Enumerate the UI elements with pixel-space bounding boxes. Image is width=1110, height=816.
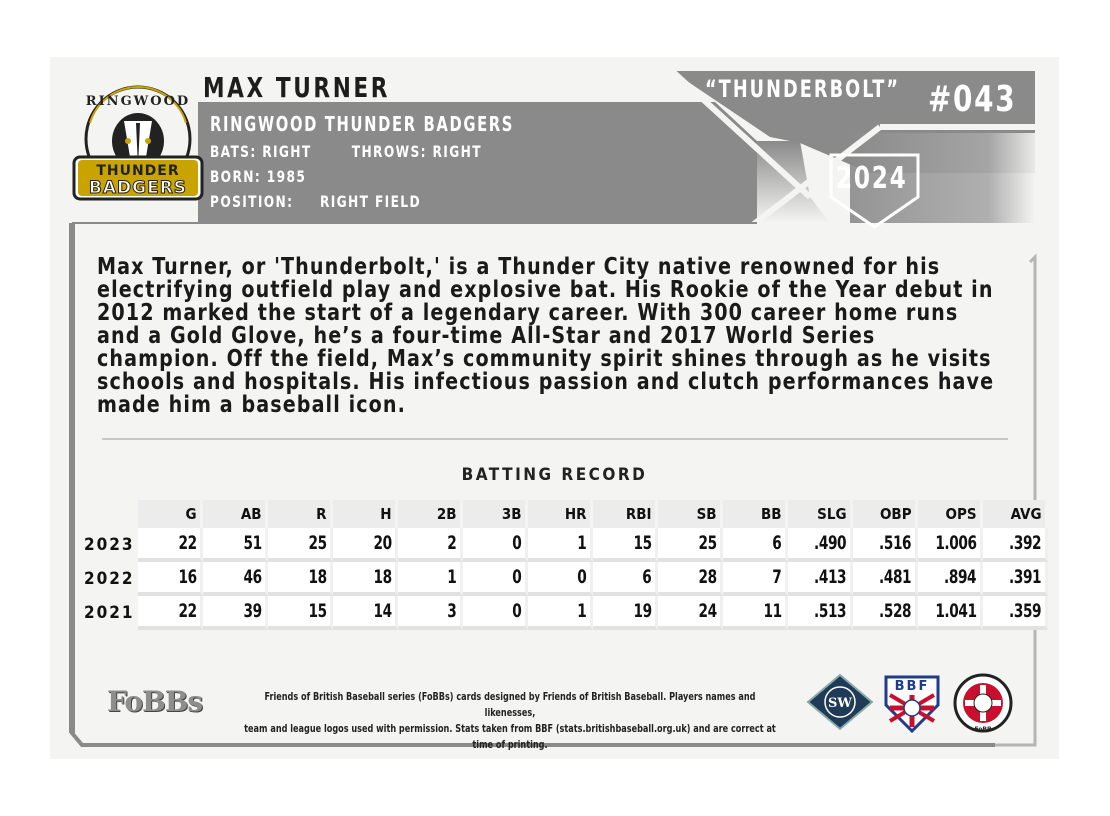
stat-cell: 1.041 (918, 596, 983, 630)
svg-text:BADGERS: BADGERS (88, 178, 188, 198)
footer-disclaimer (243, 689, 776, 753)
stat-cell: 20 (333, 528, 398, 562)
svg-text:FoBB: FoBB (974, 726, 992, 733)
col-h: H (333, 500, 398, 528)
fobbs-logo: FoBBs (107, 685, 203, 718)
player-card (50, 57, 1059, 759)
player-nickname: “THUNDERBOLT” (705, 75, 901, 103)
batting-record-table (74, 500, 1048, 630)
player-number: #043 (928, 79, 1017, 120)
stat-cell: 1.006 (918, 528, 983, 562)
stat-cell: 25 (268, 528, 333, 562)
stat-cell: 14 (333, 596, 398, 630)
stat-cell: 0 (463, 562, 528, 596)
stat-cell: 1 (528, 596, 593, 630)
table-row (74, 528, 1048, 562)
bbf-logo (882, 675, 942, 733)
stat-cell: .528 (853, 596, 918, 630)
throws-label: THROWS: (351, 142, 427, 161)
col-sb: SB (658, 500, 723, 528)
footer-line-1: Friends of British Baseball series (FoBBs) cards designed by Friends of British Baseball. Players names and likenesses, (264, 691, 756, 719)
stats-header-row (74, 500, 1048, 528)
svg-text:RINGWOOD: RINGWOOD (85, 94, 191, 109)
stat-cell: .490 (788, 528, 853, 562)
svg-text:SW: SW (828, 696, 852, 711)
stat-cell: 16 (138, 562, 203, 596)
section-divider (102, 438, 1008, 440)
stat-cell: 25 (658, 528, 723, 562)
bats-value: RIGHT (262, 142, 312, 161)
table-row (74, 596, 1048, 630)
stat-cell: 22 (138, 596, 203, 630)
position-row (210, 192, 421, 211)
stat-cell: .516 (853, 528, 918, 562)
svg-text:BBF: BBF (894, 679, 930, 694)
stat-cell: .481 (853, 562, 918, 596)
stat-cell: 24 (658, 596, 723, 630)
stat-cell: 6 (593, 562, 658, 596)
stat-cell: 0 (463, 528, 528, 562)
team-logo-badger (68, 83, 208, 207)
stat-cell: 11 (723, 596, 788, 630)
stat-cell: 0 (528, 562, 593, 596)
stat-cell: .392 (983, 528, 1048, 562)
stat-cell: 18 (268, 562, 333, 596)
stat-cell: 15 (268, 596, 333, 630)
stat-cell: 2 (398, 528, 463, 562)
throws-value: RIGHT (432, 142, 482, 161)
row-year: 2023 (84, 535, 135, 555)
col-ab: AB (203, 500, 268, 528)
bats-throws-row (210, 142, 482, 161)
col-hr: HR (528, 500, 593, 528)
col-ops: OPS (918, 500, 983, 528)
stat-cell: .413 (788, 562, 853, 596)
card-year: 2024 (836, 161, 908, 196)
col-avg: AVG (983, 500, 1048, 528)
stat-cell: 1 (528, 528, 593, 562)
born-value: 1985 (266, 167, 307, 186)
stat-cell: .359 (983, 596, 1048, 630)
stat-cell: 22 (138, 528, 203, 562)
position-value: RIGHT FIELD (319, 192, 421, 211)
col-r: R (268, 500, 333, 528)
col-3b: 3B (463, 500, 528, 528)
row-year: 2021 (84, 603, 135, 623)
col-rbi: RBI (593, 500, 658, 528)
stat-cell: 0 (463, 596, 528, 630)
table-row (74, 562, 1048, 596)
stat-cell: 3 (398, 596, 463, 630)
svg-text:THUNDER: THUNDER (96, 163, 180, 179)
player-name: MAX TURNER (203, 71, 391, 104)
batting-record-title: BATTING RECORD (461, 465, 648, 485)
friends-of-british-baseball-logo (952, 673, 1014, 733)
stat-cell: 19 (593, 596, 658, 630)
bats-label: BATS: (210, 142, 257, 161)
row-year: 2022 (84, 569, 135, 589)
born-row (210, 167, 306, 186)
stat-cell: 1 (398, 562, 463, 596)
born-label: BORN: (210, 167, 262, 186)
stat-cell: 46 (203, 562, 268, 596)
stat-cell: .894 (918, 562, 983, 596)
stat-cell: 6 (723, 528, 788, 562)
stat-cell: .391 (983, 562, 1048, 596)
footer-line-2: team and league logos used with permission. Stats taken from BBF (stats.britishbaseball.org.uk) and are correct at time of printing. (244, 723, 776, 751)
col-2b: 2B (398, 500, 463, 528)
team-name: RINGWOOD THUNDER BADGERS (210, 112, 515, 136)
stat-cell: 39 (203, 596, 268, 630)
col-obp: OBP (853, 500, 918, 528)
stat-cell: 28 (658, 562, 723, 596)
position-label: POSITION: (210, 192, 294, 211)
col-bb: BB (723, 500, 788, 528)
stat-cell: 51 (203, 528, 268, 562)
stat-cell: 15 (593, 528, 658, 562)
player-bio: Max Turner, or 'Thunderbolt,' is a Thunder City native renowned for his electrifying outfield play and explosive bat. His Rookie of the Year debut in 2012 marked the start of a legendary career. With 300 career home runs and a Gold Glove, he’s a four-time All-Star and 2017 World Series champion. Off the field, Max’s community spirit shines through as he visits schools and hospitals. His infectious passion and clutch performances have made him a baseball icon. (97, 252, 995, 418)
col-slg: SLG (788, 500, 853, 528)
year-header (74, 500, 138, 528)
stat-cell: 7 (723, 562, 788, 596)
col-g: G (138, 500, 203, 528)
stat-cell: 18 (333, 562, 398, 596)
southwest-wales-baseball-logo (806, 673, 874, 731)
stat-cell: .513 (788, 596, 853, 630)
